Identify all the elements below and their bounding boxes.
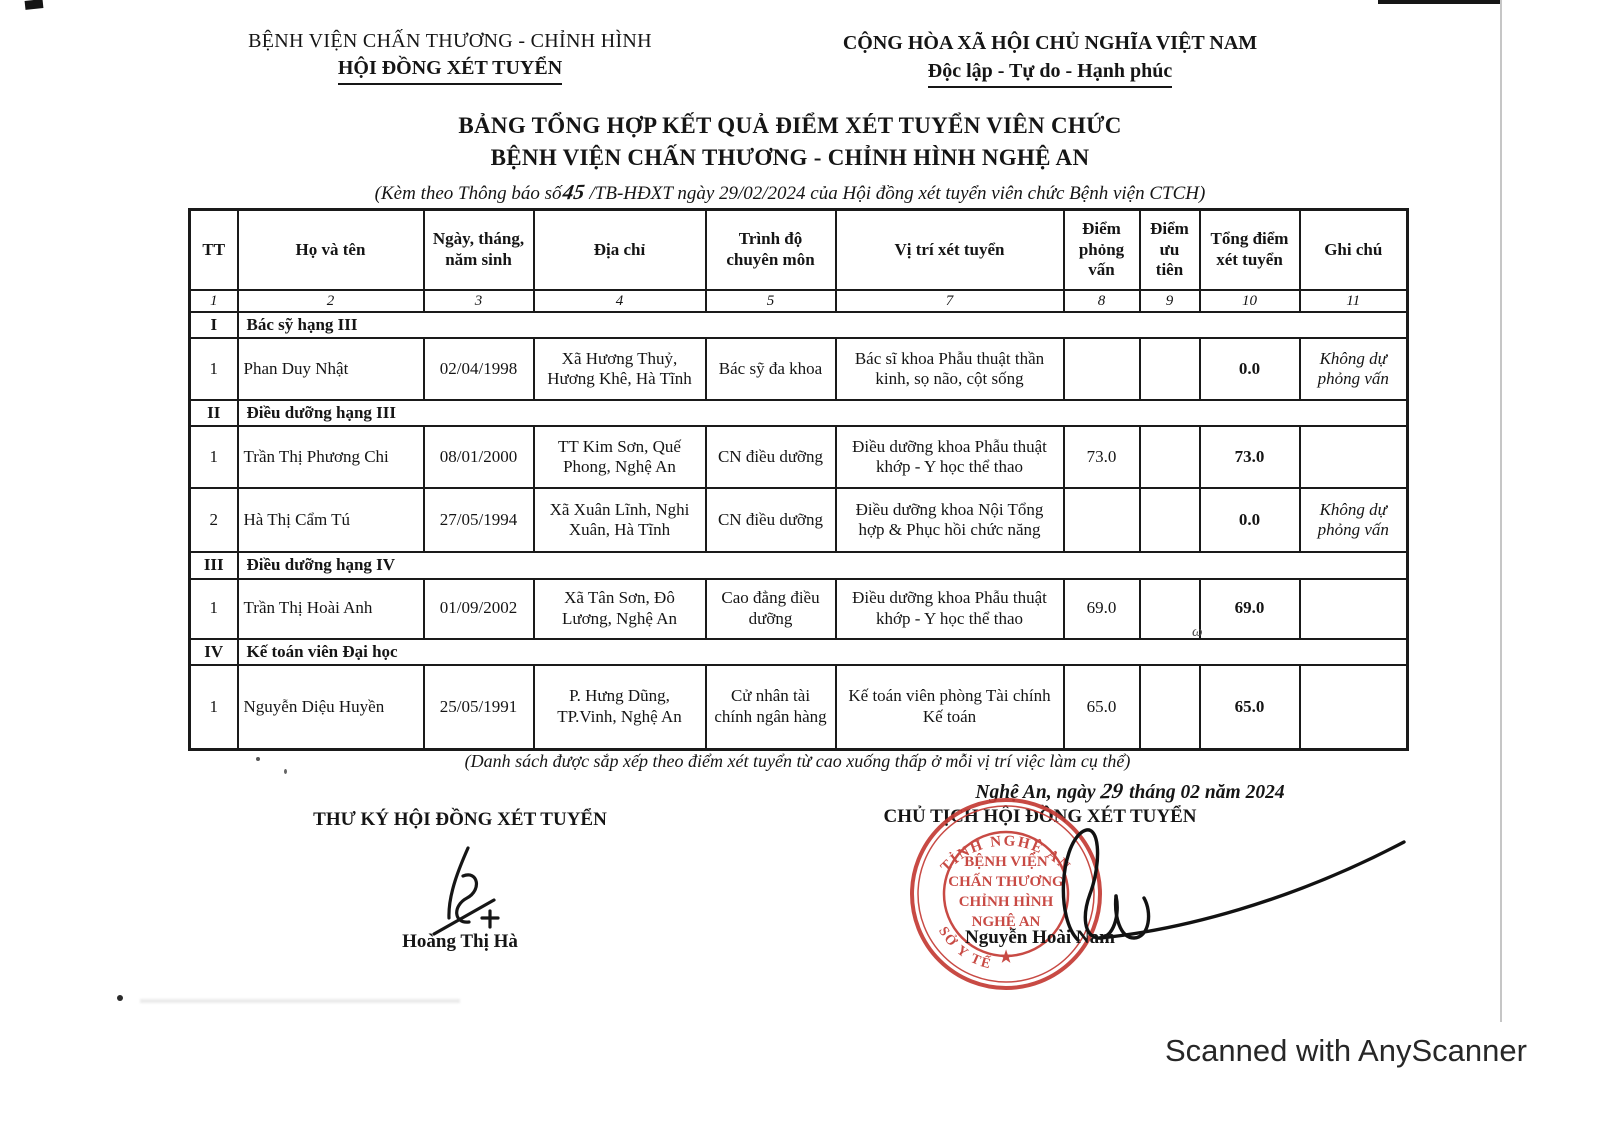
letterhead-national-motto [810,32,1290,88]
scan-artifact-dot [117,995,123,1001]
handwritten-notice-number: 45 [560,179,586,205]
section-row-accountants [190,639,1408,665]
section-label: Kế toán viên Đại học [238,639,1408,665]
col-header-qualification: Trình độ chuyên môn [706,210,836,290]
section-row-nurses-iv [190,552,1408,578]
sorting-note: (Danh sách được sắp xếp theo điểm xét tuyển từ cao xuống thấp ở mỗi vị trí việc làm cụ thể) [464,751,1131,771]
candidate-name: Hà Thị Cẩm Tú [238,488,424,552]
section-numeral: II [190,400,238,426]
stamp-line-1: BỆNH VIỆN [964,854,1048,870]
table-row: 2 Hà Thị Cẩm Tú 27/05/1994 Xã Xuân Lĩnh, Nghi Xuân, Hà Tĩnh CN điều dưỡng Điều dưỡng khoa Nội Tổng hợp & Phục hồi chức năng 0.0 Không dự phỏng vấn [190,488,1408,552]
table-row: 1 Nguyễn Diệu Huyền 25/05/1991 P. Hưng Dũng, TP.Vinh, Nghệ An Cử nhân tài chính ngân hàng Kế toán viên phòng Tài chính Kế toán 65.0 65.0 [190,665,1408,749]
column-number-row: 1 2 3 4 5 7 8 9 10 11 [190,290,1408,312]
table-header-row [190,210,1408,290]
handwritten-mark: ω [1192,624,1203,640]
document-subtitle: (Kèm theo Thông báo số45 /TB-HĐXT ngày 29/02/2024 của Hội đồng xét tuyển viên chức Bệnh viện CTCH) [374,179,1206,205]
section-label: Bác sỹ hạng III [238,312,1408,338]
results-table [188,208,1409,751]
scan-artifact-top-left [25,0,44,10]
table-row: 1 Trần Thị Phương Chi 08/01/2000 TT Kim Sơn, Quế Phong, Nghệ An CN điều dưỡng Điều dưỡng khoa Phẫu thuật khớp - Y học thể thao 73.0 73.0 [190,426,1408,488]
org-name: BỆNH VIỆN CHẤN THƯƠNG - CHỈNH HÌNH [248,30,652,52]
stamp-ring-left-text: SỞ Y TẾ [935,924,994,973]
candidate-name: Nguyễn Diệu Huyền [238,665,424,749]
secretary-title: THƯ KÝ HỘI ĐỒNG XÉT TUYỂN [313,809,607,830]
candidate-name: Phan Duy Nhật [238,338,424,400]
org-council: HỘI ĐỒNG XÉT TUYỂN [215,57,685,85]
stamp-star-icon: ★ [998,949,1014,966]
document-title [190,110,1390,174]
date-line: Nghệ An, ngày 29 tháng 02 năm 2024 [975,778,1285,804]
section-label: Điều dưỡng hạng III [238,400,1408,426]
chairman-name: Nguyễn Hoài Nam [965,927,1115,948]
stamp-line-2: CHẤN THƯƠNG [948,874,1064,890]
section-numeral: IV [190,639,238,665]
handwritten-day: 29 [1099,778,1126,804]
col-header-address: Địa chỉ [534,210,706,290]
letterhead-organization [215,30,685,85]
section-label: Điều dưỡng hạng IV [238,552,1408,578]
col-header-position: Vị trí xét tuyển [836,210,1064,290]
scan-artifact-top-right [1378,0,1500,4]
col-header-priority-score: Điểm ưu tiên [1140,210,1200,290]
col-header-remark: Ghi chú [1300,210,1408,290]
table-row: 1 Phan Duy Nhật 02/04/1998 Xã Hương Thuỷ, Hương Khê, Hà Tĩnh Bác sỹ đa khoa Bác sĩ khoa Phẫu thuật thần kinh, sọ não, cột sống 0.0 Không dự phỏng vấn [190,338,1408,400]
title-line-2: BỆNH VIỆN CHẤN THƯƠNG - CHỈNH HÌNH NGHỆ AN [490,145,1090,171]
section-numeral: I [190,312,238,338]
candidate-name: Trần Thị Phương Chi [238,426,424,488]
stamp-line-4: NGHỆ AN [971,914,1041,930]
scanner-watermark: Scanned with AnyScanner [1165,1033,1527,1068]
stamp-ring-top-text: TỈNH NGHỆ AN [937,833,1075,876]
col-header-dob: Ngày, tháng, năm sinh [424,210,534,290]
chairman-title: CHỦ TỊCH HỘI ĐỒNG XÉT TUYỂN [883,806,1197,827]
secretary-name: Hoàng Thị Hà [402,931,518,952]
col-header-tt: TT [190,210,238,290]
secretary-signature [408,842,518,942]
table-row: 1 Trần Thị Hoài Anh 01/09/2002 Xã Tân Sơn, Đô Lương, Nghệ An Cao đẳng điều dưỡng Điều dưỡng khoa Phẫu thuật khớp - Y học thể thao 69.0 69.0 [190,579,1408,639]
scan-artifact-smudge [140,999,460,1003]
stamp-line-3: CHỈNH HÌNH [958,894,1054,910]
section-row-nurses-iii [190,400,1408,426]
scan-paper-edge [1500,0,1502,1022]
title-line-1: BẢNG TỔNG HỢP KẾT QUẢ ĐIỂM XÉT TUYỂN VIÊN CHỨC [458,113,1122,138]
col-header-interview-score: Điểm phỏng vấn [1064,210,1140,290]
candidate-name: Trần Thị Hoài Anh [238,579,424,639]
national-motto: Độc lập - Tự do - Hạnh phúc [810,60,1290,88]
section-row-doctors [190,312,1408,338]
national-title: CỘNG HÒA XÃ HỘI CHỦ NGHĨA VIỆT NAM [842,32,1258,54]
col-header-name: Họ và tên [238,210,424,290]
col-header-total-score: Tổng điểm xét tuyển [1200,210,1300,290]
section-numeral: III [190,552,238,578]
